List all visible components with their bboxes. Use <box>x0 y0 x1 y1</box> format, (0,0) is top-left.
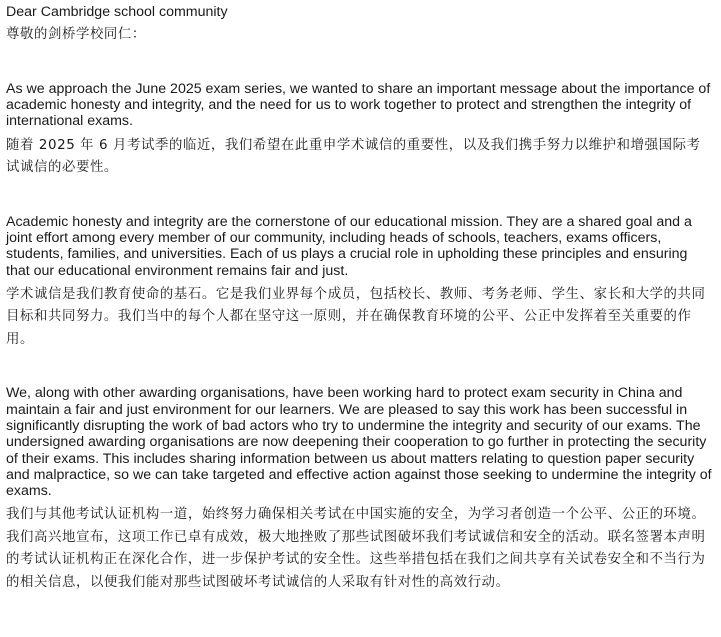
spacer <box>6 47 712 81</box>
paragraph-chinese: 我们与其他考试认证机构一道，始终努力确保相关考试在中国实施的安全，为学习者创造一个公平、公正的环境。我们高兴地宣布，这项工作已卓有成效，极大地挫败了那些试图破坏我们考试诚信和安全的活动。联名签署本声明的考试认证机构正在深化合作，进一步保护考试的安全性。这些举措包括在我们之间共享有关试卷安全和不当行为的相关信息，以便我们能对那些试图破坏考试诚信的人采取有针对性的高效行动。 <box>6 507 706 590</box>
paragraph-exam-series <box>6 81 712 180</box>
greeting-chinese: 尊敬的剑桥学校同仁： <box>6 27 146 43</box>
spacer <box>6 180 712 214</box>
spacer <box>6 351 712 385</box>
paragraph-english: As we approach the June 2025 exam series, we wanted to share an important message about the importance of academic honesty and integrity, and the need for us to work together to protect and strengthen the integrity of international exams. <box>6 80 711 130</box>
paragraph-english: Academic honesty and integrity are the cornerstone of our educational mission. They are a shared goal and a joint effort among every member of our community, including heads of schools, teachers, exams officers, students, families, and universities. Each of us plays a crucial role in upholding these principles and ensuring that our educational environment remains fair and just. <box>6 213 692 279</box>
paragraph-chinese: 学术诚信是我们教育使命的基石。它是我们业界每个成员，包括校长、教师、考务老师、学生、家长和大学的共同目标和共同努力。我们当中的每个人都在坚守这一原则，并在确保教育环境的公平、公正中发挥着至关重要的作用。 <box>6 286 706 347</box>
paragraph-english: We, along with other awarding organisations, have been working hard to protect exam security in China and maintain a fair and just environment for our learners. We are pleased to say this work has been successful in significantly disrupting the work of bad actors who try to undermine the integrity and security of our exams. The undersigned awarding organisations are now deepening their cooperation to go further in protecting the security of their exams. This includes sharing information between us about matters relating to question paper security and malpractice, so we can take targeted and effective action against those seeking to undermine the integrity of exams. <box>6 385 712 500</box>
paragraph-chinese: 随着 2025 年 6 月考试季的临近，我们希望在此重申学术诚信的重要性，以及我们携手努力以维护和增强国际考试诚信的必要性。 <box>6 137 701 176</box>
letter-document <box>6 4 712 594</box>
paragraph-exam-security <box>6 385 712 594</box>
greeting-english: Dear Cambridge school community <box>6 4 228 20</box>
paragraph-academic-honesty <box>6 214 712 352</box>
